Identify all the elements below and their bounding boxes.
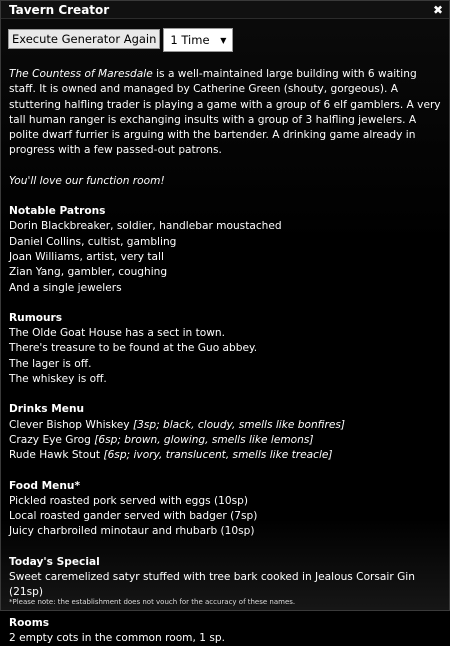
drink-detail: [6sp; ivory, translucent, smells like treacle] [103, 449, 333, 462]
tavern-name: The Countess of Maresdale [9, 68, 153, 80]
drink-detail: [6sp; brown, glowing, smells like lemons] [94, 433, 314, 446]
rumours-heading: Rumours [9, 311, 63, 324]
tagline: You'll love our function room! [9, 174, 165, 187]
patron-item: Dorin Blackbreaker, soldier, handlebar moustached [9, 220, 282, 233]
title-bar [1, 1, 449, 19]
repeat-count-value: 1 Time [170, 33, 210, 47]
rumour-item: The lager is off. [9, 357, 92, 370]
rumour-item: There's treasure to be found at the Guo abbey. [9, 342, 258, 355]
rumour-item: The whiskey is off. [9, 373, 107, 386]
patrons-heading: Notable Patrons [9, 205, 106, 218]
generator-controls [8, 29, 233, 52]
generated-content [9, 67, 441, 646]
footer-note: *Please note: the establishment does not vouch for the accuracy of these names. [9, 598, 296, 606]
repeat-count-select[interactable] [163, 28, 233, 52]
drink-item [9, 418, 441, 433]
special-heading: Today's Special [9, 555, 100, 568]
patron-item: Zian Yang, gambler, coughing [9, 266, 168, 279]
rooms-text: 2 empty cots in the common room, 1 sp. [9, 631, 225, 644]
food-item: Local roasted gander served with badger (7sp) [9, 510, 258, 523]
food-item: Pickled roasted pork served with eggs (10sp) [9, 494, 249, 507]
drink-detail: [3sp; black, cloudy, smells like bonfires] [132, 418, 346, 431]
food-heading: Food Menu* [9, 479, 80, 492]
chevron-down-icon: ▼ [220, 35, 227, 45]
drink-name: Crazy Eye Grog [9, 433, 95, 446]
drinks-heading: Drinks Menu [9, 403, 85, 416]
patron-item: Daniel Collins, cultist, gambling [9, 235, 177, 248]
rumour-item: The Olde Goat House has a sect in town. [9, 327, 225, 340]
special-text: Sweet caremelized satyr stuffed with tree bark cooked in Jealous Corsair Gin (21sp) [9, 571, 415, 599]
window-title: Tavern Creator [9, 2, 110, 17]
drink-item [9, 448, 441, 463]
drink-name: Clever Bishop Whiskey [9, 418, 133, 431]
description-text: is a well-maintained large building with 6 waiting staff. It is owned and managed by Catherine Green (shouty, gorgeous). A stuttering halfling trader is playing a game with a group of 6 elf gamblers. A very tall human ranger is exchanging insults with a group of 3 halfling jewelers. A polite dwarf furrier is arguing with the bartender. A drinking game already in progress with a few passed-out patrons. [9, 68, 441, 157]
patron-item: And a single jewelers [9, 281, 122, 294]
drink-name: Rude Hawk Stout [9, 449, 104, 462]
execute-generator-button[interactable]: Execute Generator Again [8, 29, 160, 49]
drink-item [9, 433, 441, 448]
patron-item: Joan Williams, artist, very tall [9, 250, 164, 263]
tavern-description [9, 67, 441, 159]
close-icon[interactable]: ✖ [432, 2, 443, 17]
food-item: Juicy charbroiled minotaur and rhubarb (10sp) [9, 525, 255, 538]
rooms-heading: Rooms [9, 616, 50, 629]
